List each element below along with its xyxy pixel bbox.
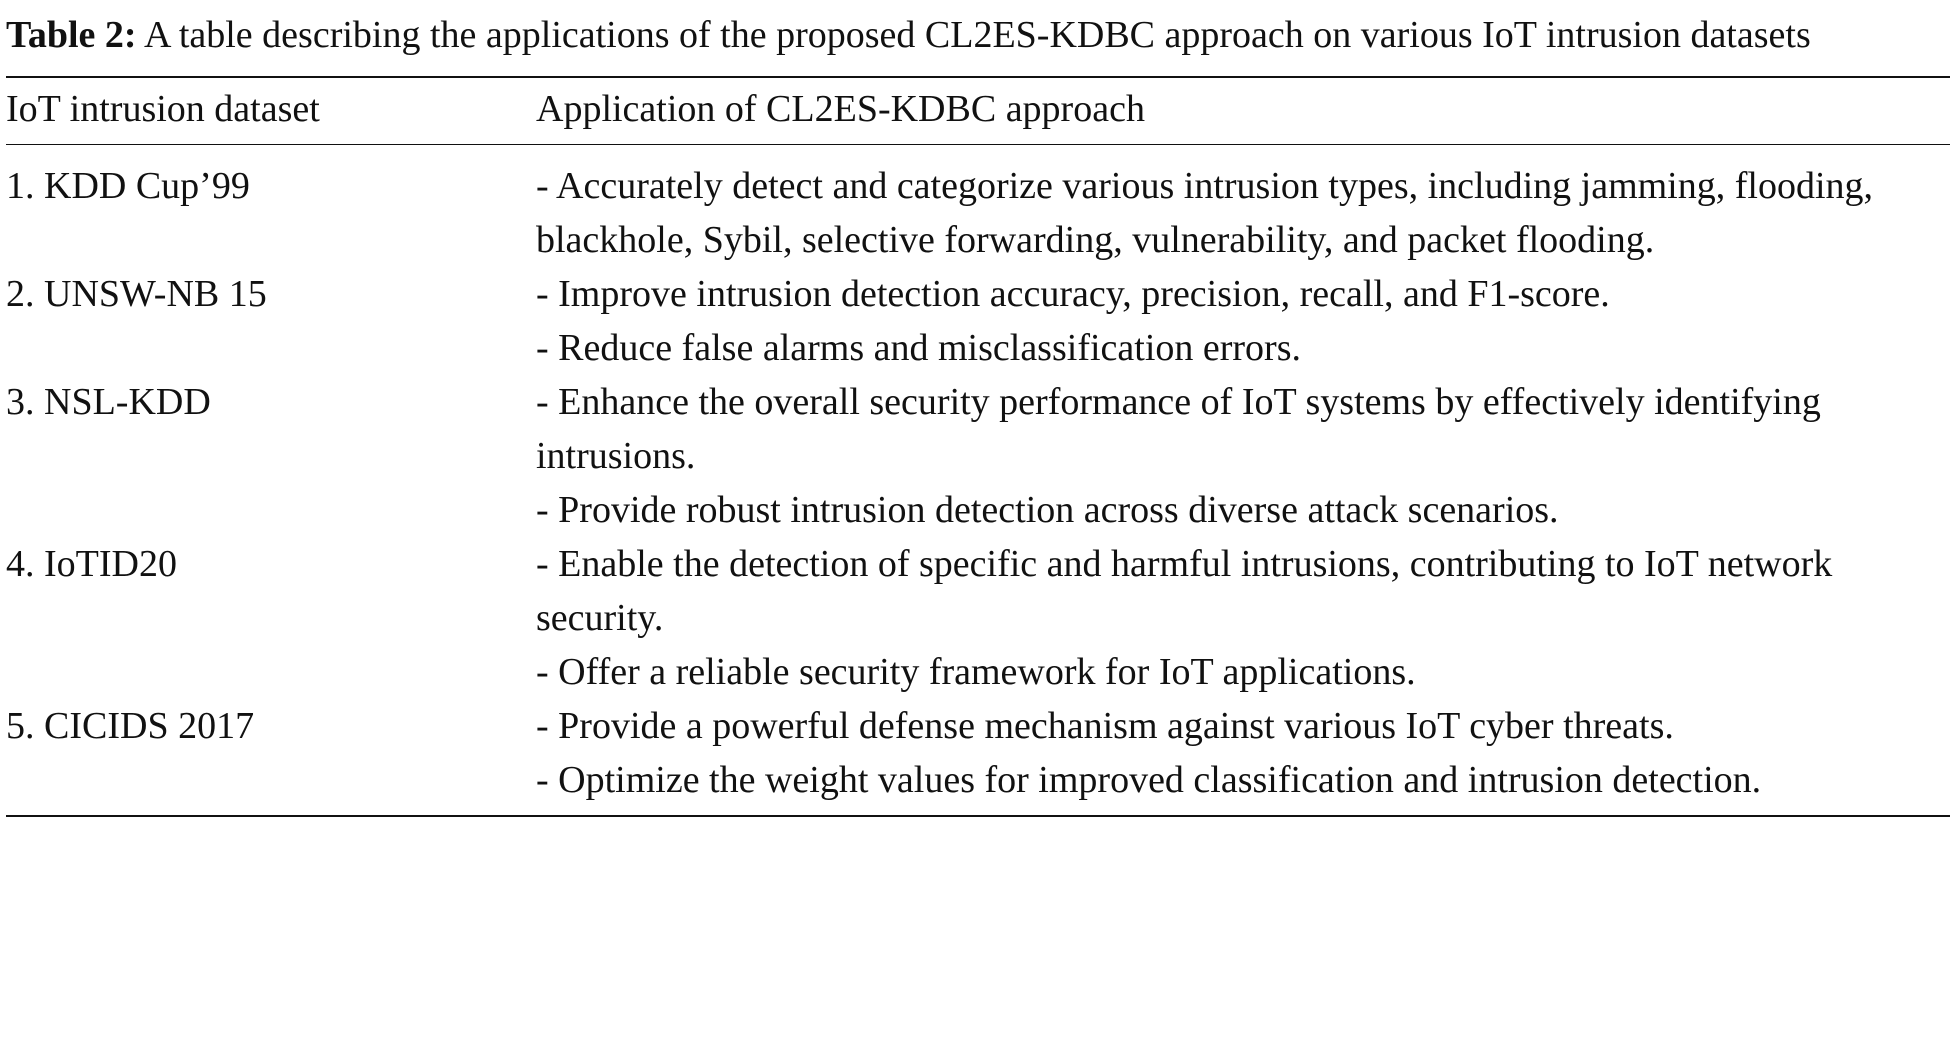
table-row	[6, 145, 1950, 267]
application-item: - Accurately detect and categorize various intrusion types, including jamming, flooding, blackhole, Sybil, selective forwarding, vulnerability, and packet flooding.	[536, 165, 1874, 261]
table-caption-text: A table describing the applications of the proposed CL2ES-KDBC approach on various IoT intrusion datasets	[143, 14, 1811, 56]
table-bottom-rule	[6, 815, 1950, 817]
dataset-name: 4. IoTID20	[6, 543, 177, 585]
applications-table	[6, 78, 1950, 144]
header-application: Application of CL2ES-KDBC approach	[536, 88, 1145, 130]
application-item: - Improve intrusion detection accuracy, precision, recall, and F1-score.	[536, 273, 1610, 315]
dataset-applications	[536, 537, 1950, 699]
table-row	[6, 267, 1950, 375]
application-item: - Enable the detection of specific and harmful intrusions, contributing to IoT network security.	[536, 543, 1833, 639]
table-caption	[6, 10, 1950, 60]
application-item: - Offer a reliable security framework for IoT applications.	[536, 651, 1416, 693]
dataset-name: 2. UNSW-NB 15	[6, 273, 267, 315]
dataset-name: 1. KDD Cup’99	[6, 165, 250, 207]
table-header-row	[6, 78, 1950, 144]
dataset-name: 5. CICIDS 2017	[6, 705, 255, 747]
application-item: - Provide robust intrusion detection across diverse attack scenarios.	[536, 489, 1559, 531]
header-dataset: IoT intrusion dataset	[6, 88, 320, 130]
table-row	[6, 537, 1950, 699]
table-caption-label: Table 2:	[6, 14, 137, 56]
table-row	[6, 375, 1950, 537]
application-item: - Provide a powerful defense mechanism against various IoT cyber threats.	[536, 705, 1674, 747]
dataset-applications	[536, 145, 1950, 267]
application-item: - Reduce false alarms and misclassification errors.	[536, 327, 1301, 369]
table-row	[6, 699, 1950, 815]
dataset-applications	[536, 267, 1950, 375]
dataset-applications	[536, 375, 1950, 537]
application-item: - Optimize the weight values for improved classification and intrusion detection.	[536, 759, 1762, 801]
applications-table-body	[6, 145, 1950, 815]
application-item: - Enhance the overall security performance of IoT systems by effectively identifying intrusions.	[536, 381, 1821, 477]
dataset-applications	[536, 699, 1950, 815]
dataset-name: 3. NSL-KDD	[6, 381, 211, 423]
